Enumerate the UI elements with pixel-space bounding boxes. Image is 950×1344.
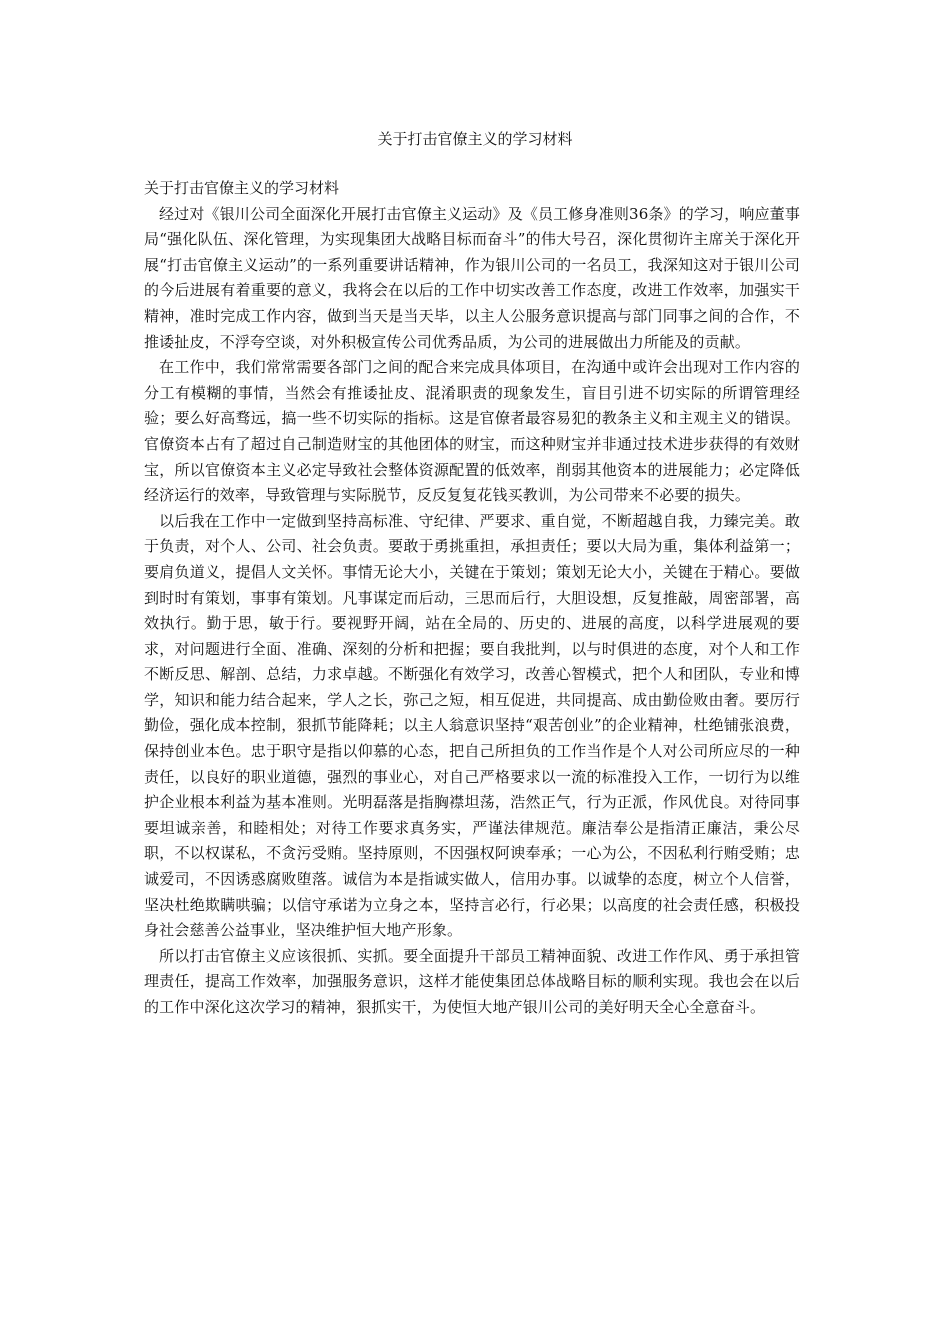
document-body [144, 176, 800, 1021]
paragraph-3: 以后我在工作中一定做到坚持高标准、守纪律、严要求、重自觉，不断超越自我，力臻完美。敢于负责，对个人、公司、社会负责。要敢于勇挑重担，承担责任；要以大局为重，集体利益第一；要肩负道义，提倡人文关怀。事情无论大小，关键在于策划；策划无论大小，关键在于精心。要做到时时有策划，事事有策划。凡事谋定而后动，三思而后行，大胆设想，反复推敲，周密部署，高效执行。勤于思，敏于行。要视野开阔，站在全局的、历史的、进展的高度，以科学进展观的要求，对问题进行全面、准确、深刻的分析和把握；要自我批判，以与时俱进的态度，对个人和工作不断反思、解剖、总结，力求卓越。不断强化有效学习，改善心智模式，把个人和团队，专业和博学，知识和能力结合起来，学人之长，弥己之短，相互促进，共同提高、成由勤俭败由奢。要厉行勤俭，强化成本控制，狠抓节能降耗；以主人翁意识坚持“艰苦创业”的企业精神，杜绝铺张浪费，保持创业本色。忠于职守是指以仰慕的心态，把自己所担负的工作当作是个人对公司所应尽的一种责任，以良好的职业道德，强烈的事业心，对自己严格要求以一流的标准投入工作，一切行为以维护企业根本利益为基本准则。光明磊落是指胸襟坦荡，浩然正气，行为正派，作风优良。对待同事要坦诚亲善，和睦相处；对待工作要求真务实，严谨法律规范。廉洁奉公是指清正廉洁，秉公尽职，不以权谋私，不贪污受贿。坚持原则，不因强权阿谀奉承；一心为公，不因私利行贿受贿；忠诚爱司，不因诱惑腐败堕落。诚信为本是指诚实做人，信用办事。以诚挚的态度，树立个人信誉，坚决杜绝欺瞒哄骗；以信守承诺为立身之本，坚持言必行，行必果；以高度的社会责任感，积极投身社会慈善公益事业，坚决维护恒大地产形象。 [144, 511, 800, 940]
paragraph-4: 所以打击官僚主义应该很抓、实抓。要全面提升干部员工精神面貌、改进工作作风、勇于承担管理责任，提高工作效率，加强服务意识，这样才能使集团总体战略目标的顺利实现。我也会在以后的工作中深化这次学习的精神，狠抓实干，为使恒大地产银川公司的美好明天全心全意奋斗。 [144, 946, 800, 1016]
paragraph-2: 在工作中，我们常常需要各部门之间的配合来完成具体项目，在沟通中或许会出现对工作内容的分工有模糊的事情，当然会有推诿扯皮、混淆职责的现象发生，盲目引进不切实际的所谓管理经验；要么好高骛远，搞一些不切实际的指标。这是官僚者最容易犯的教条主义和主观主义的错误。官僚资本占有了超过自己制造财宝的其他团体的财宝，而这种财宝并非通过技术进步获得的有效财宝，所以官僚资本主义必定导致社会整体资源配置的低效率，削弱其他资本的进展能力；必定降低经济运行的效率，导致管理与实际脱节，反反复复花钱买教训，为公司带来不必要的损失。 [144, 358, 800, 505]
document-subtitle: 关于打击官僚主义的学习材料 [144, 179, 340, 197]
document-title: 关于打击官僚主义的学习材料 [377, 130, 573, 148]
paragraph-1: 经过对《银川公司全面深化开展打击官僚主义运动》及《员工修身准则36条》的学习，响应董事局“强化队伍、深化管理，为实现集团大战略目标而奋斗”的伟大号召，深化贯彻许主席关于深化开展“打击官僚主义运动”的一系列重要讲话精神，作为银川公司的一名员工，我深知这对于银川公司的今后进展有着重要的意义，我将会在以后的工作中切实改善工作态度，改进工作效率，加强实干精神，准时完成工作内容，做到当天是当天毕，以主人公服务意识提高与部门同事之间的合作，不推诿扯皮，不浮夸空谈，对外积极宣传公司优秀品质，为公司的进展做出力所能及的贡献。 [144, 204, 800, 351]
